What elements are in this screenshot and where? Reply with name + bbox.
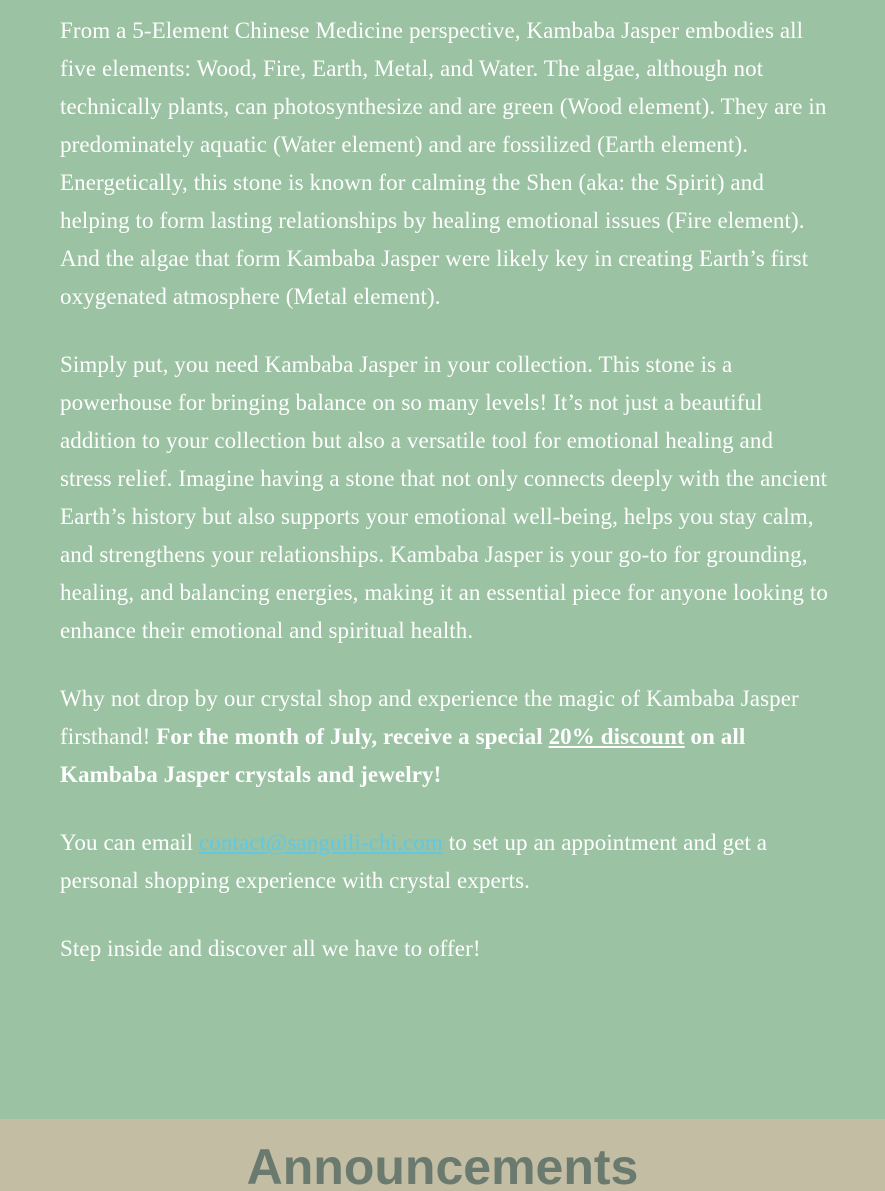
promotion-bold-start: For the month of July, receive a special [156, 724, 549, 749]
paragraph-promotion [60, 680, 830, 794]
paragraph-closing: Step inside and discover all we have to offer! [60, 936, 481, 961]
discount-link[interactable]: 20% discount [548, 724, 685, 749]
announcements-heading: Announcements [246, 1139, 639, 1191]
email-link[interactable]: contact@sanguili-chi.com [198, 830, 443, 855]
contact-prefix: You can email [60, 830, 199, 855]
paragraph-five-elements: From a 5-Element Chinese Medicine perspective, Kambaba Jasper embodies all five elements: Wood, Fire, Earth, Metal, and Water. The algae, although not technically plants, can photosynthesize and are green (Wood element). They are in predominately aquatic (Water element) and are fossilized (Earth element). Energetically, this stone is known for calming the Shen (aka: the Spirit) and helping to form lasting relationships by healing emotional issues (Fire element). And the algae that form Kambaba Jasper were likely key in creating Earth’s first oxygenated atmosphere (Metal element). [60, 18, 827, 309]
contact-suffix: to set up an appointment and get a personal shopping experience with crystal experts. [60, 830, 768, 893]
promotion-bold-end: on all Kambaba Jasper crystals and jewelry! [60, 724, 746, 787]
article-body [60, 12, 830, 998]
announcements-section [0, 1119, 885, 1191]
paragraph-contact [60, 824, 830, 900]
promotion-intro: Why not drop by our crystal shop and experience the magic of Kambaba Jasper firsthand! [60, 686, 799, 749]
paragraph-collection: Simply put, you need Kambaba Jasper in your collection. This stone is a powerhouse for bringing balance on so many levels! It’s not just a beautiful addition to your collection but also a versatile tool for emotional healing and stress relief. Imagine having a stone that not only connects deeply with the ancient Earth’s history but also supports your emotional well-being, helps you stay calm, and strengthens your relationships. Kambaba Jasper is your go-to for grounding, healing, and balancing energies, making it an essential piece for anyone looking to enhance their emotional and spiritual health. [60, 352, 828, 643]
